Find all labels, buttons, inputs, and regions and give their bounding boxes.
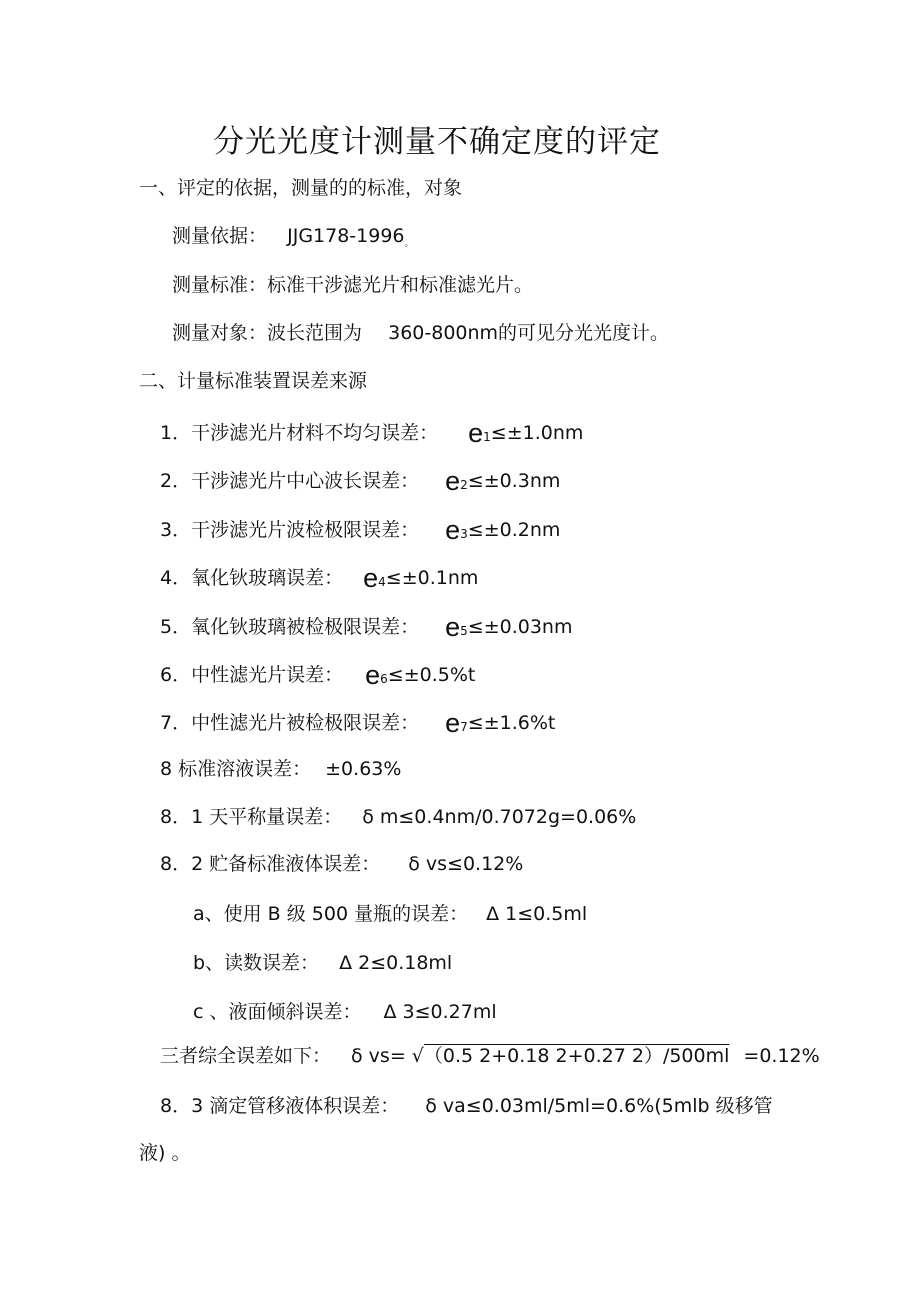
sub-item-c — [193, 999, 497, 1025]
item-value: ≤±0.3nm — [467, 470, 561, 492]
item-label: 氧化钬玻璃被检极限误差： — [191, 616, 420, 638]
item-value: δ va≤0.03ml/5ml=0.6%(5mlb 级移管 — [425, 1095, 773, 1117]
standard-label: 测量标准： — [172, 274, 268, 296]
item-value: ≤±0.03nm — [467, 616, 573, 638]
item-label: 干涉滤光片中心波长误差： — [191, 470, 420, 492]
error-item-3 — [160, 517, 560, 547]
error-symbol: e — [365, 660, 381, 690]
item-number: 6． — [160, 664, 192, 686]
sub-item-a — [193, 901, 587, 927]
error-item-8-2 — [160, 851, 523, 877]
document-title: 分光光度计测量不确定度的评定 — [213, 124, 661, 160]
item-number: 2． — [160, 470, 192, 492]
formula-radicand: （0.5 2+0.18 2+0.27 2）/500ml — [423, 1045, 730, 1067]
basis-line — [172, 223, 414, 257]
item-label: 三者综全误差如下： — [160, 1045, 332, 1067]
section2-heading: 二、计量标准装置误差来源 — [139, 370, 368, 392]
sub-item-b — [193, 950, 452, 976]
error-symbol: e — [445, 466, 461, 496]
item-value: ≤±1.6%t — [467, 712, 556, 734]
error-subscript: 4 — [378, 575, 386, 589]
error-symbol: e — [445, 708, 461, 738]
error-symbol: e — [445, 515, 461, 545]
item-label: 8 标准溶液误差： — [160, 758, 312, 780]
item-label: 8．1 天平称量误差： — [160, 806, 343, 828]
item-value: ≤±1.0nm — [490, 422, 584, 444]
formula-result: =0.12% — [743, 1045, 820, 1067]
error-item-5 — [160, 614, 572, 644]
item-label: 8．2 贮备标准液体误差： — [160, 853, 381, 875]
error-item-8-3 — [160, 1093, 773, 1119]
item-label: c 、液面倾斜误差： — [193, 1001, 362, 1023]
item-value: ≤±0.2nm — [467, 519, 561, 541]
error-symbol: e — [468, 418, 484, 448]
item-value: Δ 2≤0.18ml — [339, 952, 453, 974]
error-item-8-1 — [160, 804, 636, 830]
standard-line — [172, 272, 533, 298]
item-value: ≤±0.1nm — [385, 567, 479, 589]
item-value: ≤±0.5%t — [387, 664, 476, 686]
object-label: 测量对象：波长范围为 — [172, 322, 363, 344]
basis-label: 测量依据： — [172, 225, 268, 247]
item-label: 中性滤光片误差： — [191, 664, 344, 686]
item-label: 干涉滤光片材料不均匀误差： — [191, 422, 439, 444]
item-label: 干涉滤光片波检极限误差： — [191, 519, 420, 541]
basis-end: 。 — [404, 239, 414, 249]
item-value: δ m≤0.4nm/0.7072g=0.06% — [362, 806, 637, 828]
formula-prefix: δ vs= √ — [351, 1045, 424, 1067]
item-label: 中性滤光片被检极限误差： — [191, 712, 420, 734]
item-label: 8．3 滴定管移液体积误差： — [160, 1095, 400, 1117]
standard-value: 标准干涉滤光片和标准滤光片。 — [267, 274, 534, 296]
item-number: 1． — [160, 422, 192, 444]
error-subscript: 2 — [460, 478, 468, 492]
error-item-1 — [160, 420, 583, 450]
error-item-2 — [160, 468, 560, 498]
item-value: Δ 1≤0.5ml — [486, 903, 588, 925]
error-symbol: e — [445, 612, 461, 642]
item-number: 5． — [160, 616, 192, 638]
object-range: 360-800nm — [388, 322, 499, 344]
item-number: 3． — [160, 519, 192, 541]
error-item-7 — [160, 710, 555, 740]
error-subscript: 7 — [460, 720, 468, 734]
error-subscript: 3 — [460, 527, 468, 541]
item-value: Δ 3≤0.27ml — [383, 1001, 497, 1023]
section1-heading: 一、评定的依据，测量的的标准，对象 — [139, 177, 463, 199]
error-subscript: 1 — [483, 430, 491, 444]
object-end: 的可见分光光度计。 — [498, 322, 670, 344]
error-symbol: e — [363, 563, 379, 593]
item-label: a、使用 B 级 500 量瓶的误差： — [193, 903, 469, 925]
item-number: 7． — [160, 712, 192, 734]
error-item-6 — [160, 662, 475, 692]
error-item-4 — [160, 565, 478, 595]
basis-value: JJG178-1996 — [287, 225, 405, 247]
item-label: 氧化钬玻璃误差： — [191, 567, 344, 589]
error-item-8-3-continuation: 液) 。 — [139, 1142, 191, 1164]
object-line — [172, 320, 669, 346]
error-item-8 — [160, 756, 401, 782]
item-value: ±0.63% — [325, 758, 402, 780]
item-label: b、读数误差： — [193, 952, 320, 974]
error-subscript: 5 — [460, 624, 468, 638]
combined-error-line — [160, 1043, 820, 1069]
item-value: δ vs≤0.12% — [408, 853, 524, 875]
item-number: 4． — [160, 567, 192, 589]
error-subscript: 6 — [380, 672, 388, 686]
